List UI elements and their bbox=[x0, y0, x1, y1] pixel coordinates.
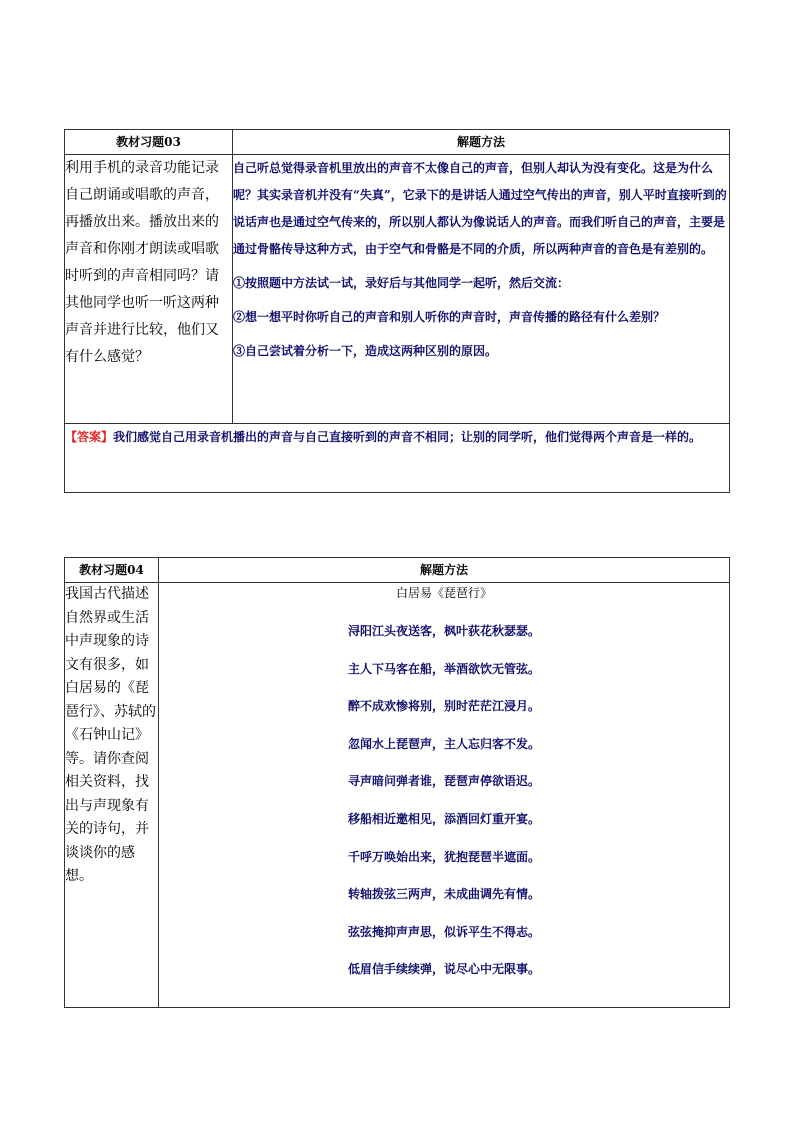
exercise-03-answer bbox=[65, 424, 730, 493]
poem-title: 白居易《琵琶行》 bbox=[395, 586, 492, 600]
method-step-2: ②想一想平时你听自己的声音和别人听你的声音时，声音传播的路径有什么差别？ bbox=[233, 310, 666, 324]
poem-line: 移船相近邀相见，添酒回灯重开宴。 bbox=[347, 811, 540, 826]
poem-line: 弦弦掩抑声声思，似诉平生不得志。 bbox=[347, 924, 540, 939]
poem-line: 低眉信手续续弹，说尽心中无限事。 bbox=[347, 962, 540, 977]
exercise-03-method bbox=[233, 155, 730, 424]
poem-line: 主人下马客在船，举酒欲饮无管弦。 bbox=[347, 661, 540, 676]
exercise-04-table bbox=[64, 557, 730, 1008]
exercise-04-title: 教材习题04 bbox=[65, 558, 159, 583]
exercise-03-question: 利用手机的录音功能记录自己朗诵或唱歌的声音，再播放出来。播放出来的声音和你刚才朗读或唱歌时听到的声音相同吗？请其他同学也听一听这两种声音并进行比较，他们又有什么感觉？ bbox=[65, 155, 233, 424]
answer-tag: 【答案】 bbox=[65, 430, 114, 444]
exercise-04-method-header: 解题方法 bbox=[159, 558, 730, 583]
poem-line: 转轴拨弦三两声，未成曲调先有情。 bbox=[347, 887, 540, 902]
answer-text: 我们感觉自己用录音机播出的声音与自己直接听到的声音不相同；让别的同学听，他们觉得两个声音是一样的。 bbox=[113, 430, 702, 444]
poem-line: 醉不成欢惨将别，别时茫茫江浸月。 bbox=[347, 699, 540, 714]
exercise-03-method-header: 解题方法 bbox=[233, 130, 730, 155]
poem-line: 千呼万唤始出来，犹抱琵琶半遮面。 bbox=[347, 849, 540, 864]
method-step-3: ③自己尝试着分析一下，造成这两种区别的原因。 bbox=[233, 344, 498, 358]
exercise-03-table bbox=[64, 129, 730, 493]
method-step-1: ①按照题中方法试一试，录好后与其他同学一起听，然后交流： bbox=[233, 276, 570, 290]
exercise-04-question: 我国古代描述自然界或生活中声现象的诗文有很多，如白居易的《琵琶行》、苏轼的《石钟山记》等。请你查阅相关资料，找出与声现象有关的诗句，并谈谈你的感想。 bbox=[65, 583, 159, 1008]
poem-line: 忽闻水上琵琶声，主人忘归客不发。 bbox=[347, 736, 540, 751]
poem-line: 寻声暗问弹者谁，琵琶声停欲语迟。 bbox=[347, 774, 540, 789]
poem-line: 浔阳江头夜送客，枫叶荻花秋瑟瑟。 bbox=[347, 624, 540, 638]
exercise-03-title: 教材习题03 bbox=[65, 130, 233, 155]
method-intro: 自己听总觉得录音机里放出的声音不太像自己的声音，但别人却认为没有变化。这是为什么呢？其实录音机并没有“失真”，它录下的是讲话人通过空气传出的声音，别人平时直接听到的说话声也是通过空气传来的，所以别人都认为像说话人的声音。而我们听自己的声音，主要是通过骨骼传导这种方式，由于空气和骨骼是不同的介质，所以两种声音的音色是有差别的。 bbox=[233, 161, 727, 256]
exercise-04-method bbox=[159, 583, 730, 1008]
